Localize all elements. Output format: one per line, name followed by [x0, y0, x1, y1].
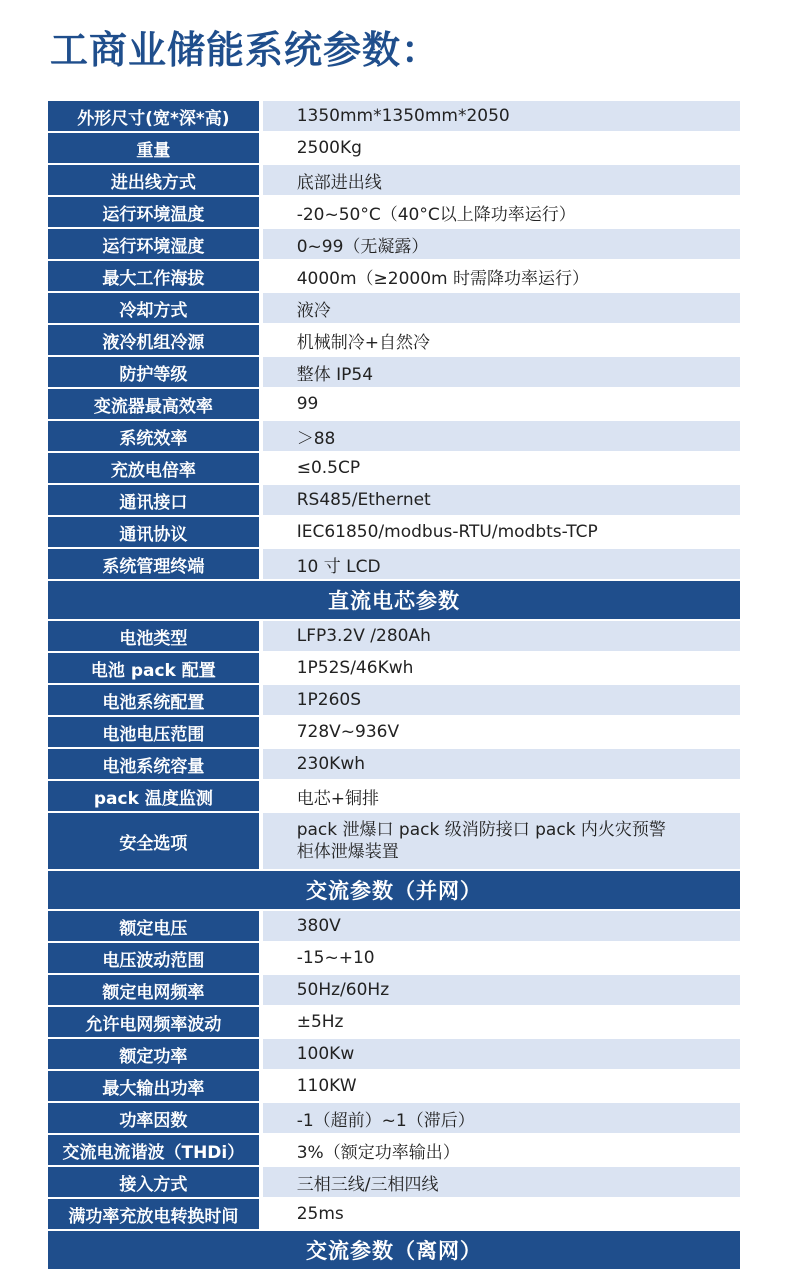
param-value: 3%（额定功率输出） [263, 1135, 740, 1167]
param-value: 2500Kg [263, 133, 740, 165]
section-header-ac-offgrid: 交流参数（离网） [48, 1231, 740, 1271]
param-value: -15~+10 [263, 943, 740, 975]
table-row [48, 357, 740, 389]
table-row [48, 485, 740, 517]
section-header-ac-grid: 交流参数（并网） [48, 871, 740, 911]
param-label: 额定功率 [48, 1039, 259, 1071]
param-value: 100Kw [263, 1039, 740, 1071]
param-value: RS485/Ethernet [263, 485, 740, 517]
table-row [48, 165, 740, 197]
table-row [48, 389, 740, 421]
param-label: 系统效率 [48, 421, 259, 453]
safety-line-1: pack 泄爆口 pack 级消防接口 pack 内火灾预警 [296, 820, 666, 840]
param-value [263, 813, 740, 871]
param-value: 4000m（≥2000m 时需降功率运行） [263, 261, 740, 293]
table-row [48, 197, 740, 229]
table-row [48, 1103, 740, 1135]
param-label: 额定电压 [48, 911, 259, 943]
param-value: 机械制冷+自然冷 [263, 325, 740, 357]
param-label: 通讯协议 [48, 517, 259, 549]
param-label: 交流电流谐波（THDi） [48, 1135, 259, 1167]
param-value: 1P260S [263, 685, 740, 717]
table-row [48, 549, 740, 581]
param-label: 电池电压范围 [48, 717, 259, 749]
table-row [48, 685, 740, 717]
param-label: 外形尺寸(宽*深*高) [48, 101, 259, 133]
param-label: 运行环境温度 [48, 197, 259, 229]
spec-table [48, 101, 740, 1271]
param-value: 110KW [263, 1071, 740, 1103]
param-label: 通讯接口 [48, 485, 259, 517]
param-value: 底部进出线 [263, 165, 740, 197]
table-row [48, 133, 740, 165]
table-row [48, 421, 740, 453]
param-value: 99 [263, 389, 740, 421]
param-value: 50Hz/60Hz [263, 975, 740, 1007]
table-row [48, 975, 740, 1007]
param-value: IEC61850/modbus-RTU/modbts-TCP [263, 517, 740, 549]
table-row [48, 749, 740, 781]
param-label: 功率因数 [48, 1103, 259, 1135]
param-label: 冷却方式 [48, 293, 259, 325]
table-row [48, 911, 740, 943]
table-row [48, 621, 740, 653]
param-label: 系统管理终端 [48, 549, 259, 581]
param-label: 接入方式 [48, 1167, 259, 1199]
section-header-dc: 直流电芯参数 [48, 581, 740, 621]
param-value: ±5Hz [263, 1007, 740, 1039]
param-label: 进出线方式 [48, 165, 259, 197]
param-label: 最大输出功率 [48, 1071, 259, 1103]
table-row [48, 1007, 740, 1039]
param-value: 液冷 [263, 293, 740, 325]
param-label: 充放电倍率 [48, 453, 259, 485]
param-value: 380V [263, 911, 740, 943]
param-value: 电芯+铜排 [263, 781, 740, 813]
param-value: 230Kwh [263, 749, 740, 781]
param-value: 25ms [263, 1199, 740, 1231]
param-label: 满功率充放电转换时间 [48, 1199, 259, 1231]
param-value: 10 寸 LCD [263, 549, 740, 581]
param-value: -1（超前）~1（滞后） [263, 1103, 740, 1135]
table-row [48, 1039, 740, 1071]
param-value: 1P52S/46Kwh [263, 653, 740, 685]
param-value: 1350mm*1350mm*2050 [263, 101, 740, 133]
param-label: 额定电网频率 [48, 975, 259, 1007]
param-label: 防护等级 [48, 357, 259, 389]
table-row [48, 1135, 740, 1167]
param-value: -20~50°C（40°C以上降功率运行） [263, 197, 740, 229]
param-label: 变流器最高效率 [48, 389, 259, 421]
param-value: ＞88 [263, 421, 740, 453]
table-row [48, 101, 740, 133]
param-value: 三相三线/三相四线 [263, 1167, 740, 1199]
param-label: 运行环境湿度 [48, 229, 259, 261]
table-row [48, 453, 740, 485]
param-label: 电压波动范围 [48, 943, 259, 975]
page-title: 工商业储能系统参数： [50, 28, 441, 72]
param-value: 728V~936V [263, 717, 740, 749]
param-value: LFP3.2V /280Ah [263, 621, 740, 653]
table-row [48, 653, 740, 685]
table-row [48, 717, 740, 749]
table-row [48, 1199, 740, 1231]
param-label: 电池系统容量 [48, 749, 259, 781]
param-label: pack 温度监测 [48, 781, 259, 813]
safety-line-2: 柜体泄爆装置 [296, 842, 399, 862]
param-label: 电池系统配置 [48, 685, 259, 717]
table-row [48, 261, 740, 293]
table-row [48, 943, 740, 975]
param-label: 安全选项 [48, 813, 259, 871]
table-row [48, 1167, 740, 1199]
table-row [48, 781, 740, 813]
param-label: 电池 pack 配置 [48, 653, 259, 685]
param-value: ≤0.5CP [263, 453, 740, 485]
param-label: 电池类型 [48, 621, 259, 653]
param-value: 0~99（无凝露） [263, 229, 740, 261]
table-row [48, 293, 740, 325]
param-value: 整体 IP54 [263, 357, 740, 389]
table-row [48, 1071, 740, 1103]
table-row [48, 813, 740, 871]
param-label: 允许电网频率波动 [48, 1007, 259, 1039]
table-row [48, 229, 740, 261]
table-row [48, 517, 740, 549]
param-label: 液冷机组冷源 [48, 325, 259, 357]
table-row [48, 325, 740, 357]
param-label: 最大工作海拔 [48, 261, 259, 293]
param-label: 重量 [48, 133, 259, 165]
